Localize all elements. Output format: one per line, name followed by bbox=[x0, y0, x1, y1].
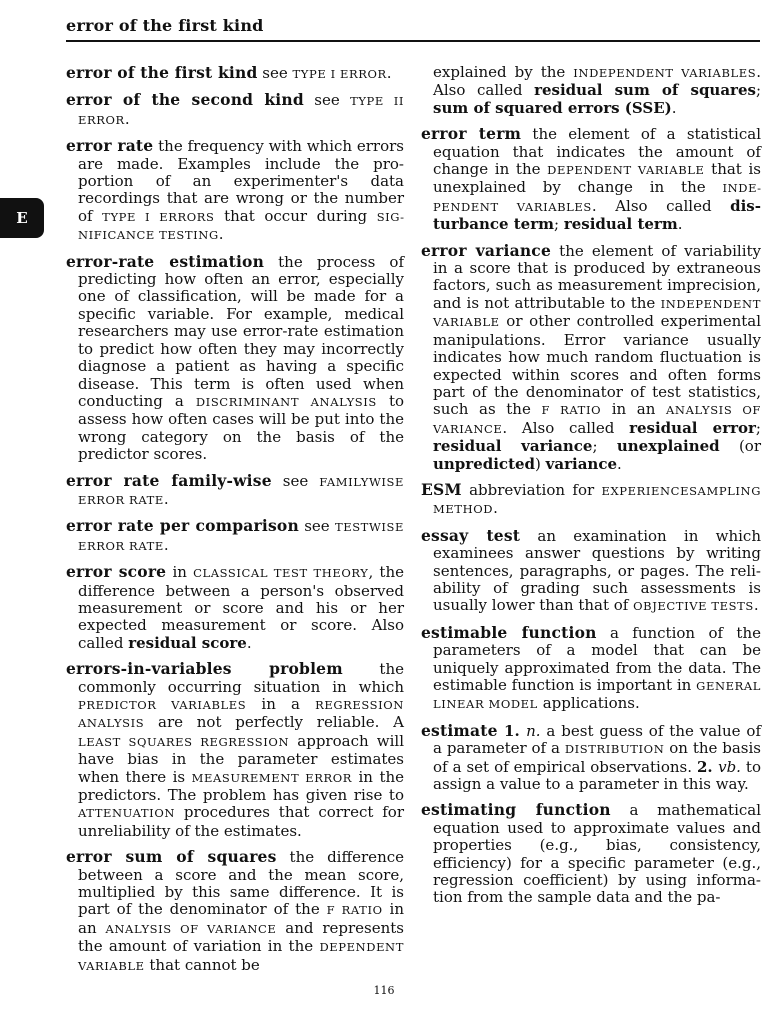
synonym-term: residual term bbox=[563, 215, 678, 234]
definition-text: see bbox=[271, 471, 320, 490]
header-title: error of the first kind bbox=[66, 16, 264, 35]
definition-text: . bbox=[163, 489, 169, 508]
definition-text: or other controlled experimental manipulations. Error variance usually indicates how much random fluctuation is expected within scores and often forms part of the denominator of test statistics, such as the bbox=[433, 312, 761, 419]
right-column bbox=[421, 64, 761, 915]
cross-reference: DEPENDENT VARIABLE bbox=[78, 940, 404, 973]
cross-reference: TYPE I ERRORS bbox=[102, 209, 215, 224]
cross-reference: INDEPENDENT VARIABLE bbox=[433, 296, 761, 330]
definition-text: . bbox=[677, 215, 683, 234]
definition-text: procedures that correct for unreliability of the estimates. bbox=[78, 803, 404, 840]
entry-error-rate bbox=[66, 137, 404, 244]
definition-text: . Also called bbox=[433, 63, 761, 100]
definition-text: in an bbox=[78, 900, 405, 937]
definition-text: the process of predicting how often an error, especially one of classification, will be made for a specific variable. For example, medical researchers may use error-rate estimation to predict how often they may incorrectly diagnose a patient as having a specific disease. This term is often used when conducting a bbox=[78, 252, 404, 410]
cross-reference: EXPERIENCESAMPLING METHOD bbox=[433, 483, 761, 517]
definition-text: . bbox=[246, 633, 252, 652]
page-number: 116 bbox=[373, 984, 395, 997]
cross-reference: FAMILYWISE ERROR RATE bbox=[78, 474, 404, 507]
definition-text: ; bbox=[755, 81, 762, 100]
definition-text: explained by the bbox=[433, 63, 574, 81]
definition-text: and represents the amount of variation in the bbox=[78, 918, 404, 956]
cross-reference: PREDICTOR VARIABLES bbox=[78, 698, 247, 712]
definition-text: on the basis of a set of empirical observations. bbox=[433, 739, 761, 776]
entry-error-score bbox=[66, 563, 404, 652]
synonym-term: residual score bbox=[128, 633, 247, 652]
entry-continuation bbox=[421, 64, 761, 117]
definition-text: in bbox=[166, 563, 194, 582]
headword: ESM bbox=[421, 479, 462, 499]
entry-estimating-function bbox=[421, 801, 761, 906]
cross-reference: MEASUREMENT ERROR bbox=[191, 770, 353, 785]
definition-text: the element of a statistical equation that indicates the amount of change in the bbox=[433, 125, 761, 179]
synonym-term: unexplained bbox=[616, 437, 720, 456]
definition-text: . Also called bbox=[591, 196, 731, 215]
definition-text: . bbox=[671, 98, 677, 117]
cross-reference: F RATIO bbox=[541, 403, 602, 418]
entry-essay-test bbox=[421, 527, 761, 616]
headword: error of the second kind bbox=[66, 90, 304, 110]
cross-reference: F RATIO bbox=[326, 903, 383, 918]
definition-text: , the difference between a person's observed measurement or score and his or her expected measurement or score. Also called bbox=[78, 563, 404, 652]
entry-error-variance bbox=[421, 242, 761, 473]
definition-text: an examination in which examinees answer questions by writing sentences, paragraphs, or pages. The reliability of grading such assessments is usually lower than that of bbox=[433, 526, 761, 615]
definition-text: . Also called bbox=[502, 418, 630, 437]
cross-reference: SIGNIFICANCE TESTING bbox=[78, 209, 404, 243]
entry-error-of-the-second-kind bbox=[66, 91, 404, 129]
definition-text: see bbox=[257, 64, 293, 82]
synonym-term: sum of squared errors (SSE) bbox=[433, 98, 672, 117]
headword: essay test bbox=[421, 525, 521, 545]
headword: estimating function bbox=[421, 800, 611, 820]
left-column bbox=[66, 64, 404, 983]
cross-reference: INDEPENDENT VARIABLES bbox=[433, 181, 761, 214]
definition-text: approach will have bias in the parameter estimates when there is bbox=[78, 731, 405, 786]
definition-text: . bbox=[386, 64, 392, 82]
cross-reference: DEPENDENT VARIABLE bbox=[547, 163, 705, 178]
headword: estimable function bbox=[421, 622, 597, 642]
cross-reference: GENERAL LINEAR MODEL bbox=[433, 679, 761, 712]
synonym-term: unpredicted bbox=[433, 454, 536, 473]
definition-text: the frequency with which errors are made. Examples include the proportion of an experimenter's data recordings that are wrong or the number of bbox=[78, 137, 404, 225]
headword: error rate bbox=[66, 136, 154, 156]
definition-text: (or bbox=[719, 437, 762, 456]
cross-reference: TYPE I ERROR bbox=[292, 67, 387, 81]
definition-text: . bbox=[218, 225, 224, 244]
definition-text: . bbox=[163, 535, 169, 554]
definition-text: the commonly occurring situation in which bbox=[78, 660, 404, 696]
cross-reference: ANALYSIS OF VARIANCE bbox=[105, 921, 277, 936]
definition-text: ; bbox=[554, 215, 564, 234]
definition-text: to assign a value to a parameter in this way. bbox=[433, 757, 761, 794]
part-of-speech: n. bbox=[526, 721, 541, 740]
definition-text: that occur during bbox=[214, 206, 377, 225]
definition-text: applications. bbox=[537, 694, 640, 713]
entry-error-sum-of-squares bbox=[66, 848, 404, 975]
definition-text: are not perfectly reliable. A bbox=[144, 713, 404, 732]
definition-text: the element of variability in a score that is produced by extraneous factors, such as measurement imprecision, and is not attributable to the bbox=[433, 241, 761, 312]
entry-estimate bbox=[421, 722, 761, 794]
entry-error-rate-estimation bbox=[66, 253, 404, 464]
definition-text: . bbox=[124, 109, 130, 128]
headword: errors-in-variables problem bbox=[66, 659, 343, 679]
sense-number: 2. bbox=[696, 757, 719, 776]
synonym-term: variance bbox=[545, 454, 617, 473]
definition-text: a mathematical equation used to approximate values and properties (e.g., bias, consistency, efficiency) for a specific parameter (e.g., regression coefficient) by using information from the sample data and the pa- bbox=[433, 801, 762, 907]
definition-text: see bbox=[298, 517, 335, 536]
entry-estimable-function bbox=[421, 624, 761, 714]
headword: estimate bbox=[421, 720, 498, 740]
cross-reference: DISCRIMINANT ANALYSIS bbox=[195, 394, 377, 409]
headword: error rate per comparison bbox=[66, 516, 299, 536]
cross-reference: CLASSICAL TEST THEORY bbox=[193, 566, 369, 581]
headword: error-rate estimation bbox=[66, 251, 265, 271]
headword: error sum of squares bbox=[66, 847, 277, 867]
definition-text: ; bbox=[592, 437, 617, 456]
sense-number: 1. bbox=[497, 721, 527, 740]
letter-thumb-tab: E bbox=[0, 198, 44, 238]
definition-text: ) bbox=[535, 454, 546, 473]
definition-text: ; bbox=[755, 418, 761, 437]
definition-text: the difference between a score and the mean score, multiplied by this same difference. It is part of the denominator of the bbox=[78, 848, 405, 919]
cross-reference: REGRESSION ANALYSIS bbox=[78, 698, 404, 731]
entry-esm bbox=[421, 481, 761, 519]
definition-text: in an bbox=[601, 400, 667, 419]
entry-error-rate-family-wise bbox=[66, 472, 404, 510]
entry-errors-in-variables-problem bbox=[66, 660, 404, 840]
definition-text: that is unexplained by change in the bbox=[433, 160, 761, 197]
cross-reference: ATTENUATION bbox=[78, 806, 176, 821]
entry-error-term bbox=[421, 125, 761, 233]
entry-error-of-the-first-kind bbox=[66, 64, 404, 83]
cross-reference: DISTRIBUTION bbox=[564, 742, 665, 757]
synonym-term: residual variance bbox=[433, 437, 593, 456]
cross-reference: TYPE II ERROR bbox=[78, 94, 404, 127]
headword: error rate family-wise bbox=[66, 470, 272, 490]
cross-reference: TESTWISE ERROR RATE bbox=[78, 520, 404, 553]
definition-text: see bbox=[303, 91, 351, 110]
headword: error of the first kind bbox=[66, 63, 258, 82]
headword: error variance bbox=[421, 240, 552, 260]
synonym-term: residual error bbox=[629, 418, 756, 437]
definition-text: in a bbox=[246, 695, 316, 713]
part-of-speech: vb. bbox=[718, 757, 741, 776]
definition-text: . bbox=[617, 454, 622, 473]
running-header bbox=[66, 16, 760, 42]
cross-reference: LEAST SQUARES REGRESSION bbox=[78, 734, 290, 749]
definition-text: in the predictors. The problem has given rise to bbox=[78, 767, 405, 805]
definition-text: abbreviation for bbox=[461, 480, 602, 499]
definition-text: . bbox=[493, 499, 498, 518]
headword: error score bbox=[66, 562, 167, 582]
definition-text: that cannot be bbox=[144, 955, 260, 974]
entry-error-rate-per-comparison bbox=[66, 517, 404, 555]
cross-reference: OBJECTIVE TESTS bbox=[633, 599, 754, 614]
definition-text: a best guess of the value of a parameter of a bbox=[433, 721, 761, 758]
headword: error term bbox=[421, 124, 522, 144]
cross-reference: ANALYSIS OF VARIANCE bbox=[433, 403, 762, 436]
cross-reference: INDEPENDENT VARIABLES bbox=[573, 66, 757, 80]
synonym-term: disturbance term bbox=[433, 196, 761, 234]
definition-text: to assess how often cases will be put into the wrong category on the basis of the predictor scores. bbox=[78, 391, 404, 464]
definition-text: a function of the parameters of a model that can be uniquely approximated from the data. The estimable function is important in bbox=[433, 623, 761, 694]
definition-text: . bbox=[753, 596, 759, 615]
synonym-term: residual sum of squares bbox=[534, 81, 756, 100]
